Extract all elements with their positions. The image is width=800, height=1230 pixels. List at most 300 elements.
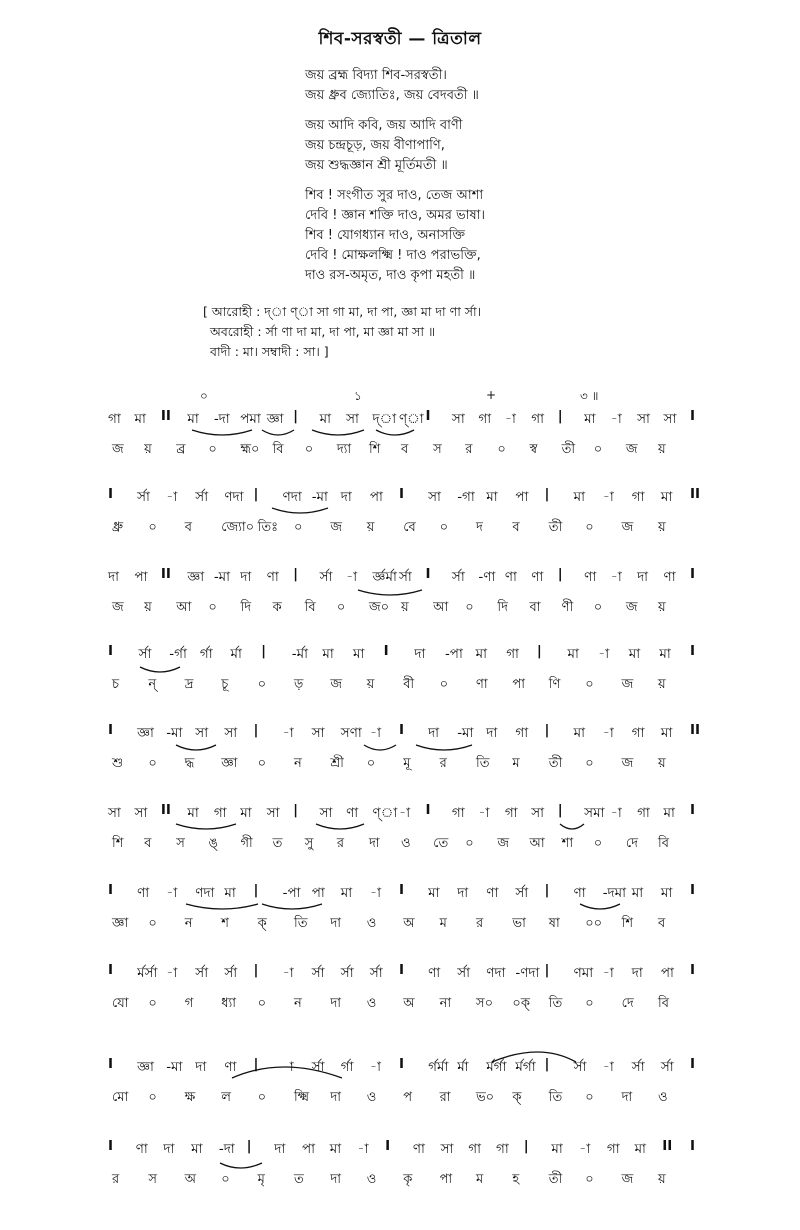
bar-line: | bbox=[544, 1056, 550, 1072]
verse-line: শিব ! সংগীত সুর দাও, তেজ আশা bbox=[305, 188, 484, 203]
swara-note: গা bbox=[515, 725, 529, 741]
swara-note: -া bbox=[610, 411, 622, 427]
swara-note: মা bbox=[428, 885, 440, 901]
lyric-syllable: ষা bbox=[548, 916, 560, 931]
verse-line: দেবি ! জ্ঞান শক্তি দাও, অমর ভাষা। bbox=[305, 208, 486, 223]
verse-line: দেবি ! মোক্ষলক্ষ্মি ! দাও পরাভক্তি, bbox=[305, 248, 481, 263]
swara-note: ণদা bbox=[486, 965, 506, 981]
raga-line: [ আরোহী : দ্‌া ণ্‌া সা গা মা, দা পা, জ্ঞা মা দা ণা র্সা। bbox=[203, 304, 482, 319]
bar-line: | bbox=[246, 1138, 252, 1154]
bar-line: II bbox=[160, 566, 171, 582]
lyric-syllable: না bbox=[439, 996, 452, 1011]
swara-note: মা bbox=[660, 885, 673, 901]
bar-line: | bbox=[557, 802, 563, 818]
lyric-syllable: ভা bbox=[512, 916, 526, 931]
lyric-syllable: য় bbox=[658, 600, 666, 615]
lyric-syllable: জ্যো০ bbox=[221, 520, 255, 535]
swara-note: পা bbox=[369, 489, 383, 505]
swara-note: মা bbox=[475, 646, 487, 662]
swara-note: -া bbox=[369, 885, 382, 901]
lyric-syllable: ০ bbox=[208, 600, 217, 615]
lyric-syllable: ঙ্ bbox=[208, 836, 218, 851]
swara-note: দা bbox=[240, 569, 252, 585]
lyric-syllable: পা bbox=[439, 1172, 453, 1187]
swara-note: পা bbox=[660, 965, 674, 981]
swara-note: সা bbox=[346, 411, 359, 427]
bar-line: I bbox=[690, 802, 696, 818]
lyric-syllable: ভ০ bbox=[476, 1090, 495, 1105]
lyric-syllable: ০ bbox=[148, 996, 157, 1011]
lyric-syllable: ব bbox=[512, 520, 520, 535]
swara-note: -া bbox=[166, 965, 178, 981]
lyric-syllable: য় bbox=[144, 600, 152, 615]
lyric-syllable: ক্ bbox=[512, 1090, 522, 1105]
song-title: শিব-সরস্বতী — ত্রিতাল bbox=[318, 29, 482, 49]
swara-note: ণা bbox=[428, 965, 441, 981]
swara-note: মা bbox=[631, 885, 644, 901]
swara-note: -া bbox=[357, 1141, 369, 1157]
lyric-syllable: অ bbox=[184, 1172, 197, 1187]
swara-note: ণদা bbox=[195, 885, 215, 901]
swara-note: -া bbox=[478, 805, 490, 821]
swara-note: -া bbox=[369, 1059, 382, 1075]
lyric-syllable: ণি bbox=[548, 677, 561, 692]
swara-note: দা bbox=[195, 1059, 207, 1075]
bar-line: | bbox=[253, 962, 259, 978]
lyric-syllable: ০০ bbox=[585, 916, 603, 931]
bar-line: | bbox=[253, 1056, 259, 1072]
lyric-syllable: বি bbox=[658, 836, 669, 851]
bar-line: II bbox=[690, 486, 701, 502]
lyric-syllable: দা bbox=[330, 996, 341, 1011]
bar-line: | bbox=[544, 962, 550, 978]
swara-note: ণা bbox=[412, 1141, 425, 1157]
lyric-syllable: ক্ষ bbox=[184, 1090, 196, 1105]
swara-note: গা bbox=[496, 1141, 509, 1157]
swara-note: পা bbox=[302, 1141, 316, 1157]
swara-note: সা bbox=[451, 411, 465, 427]
lyric-syllable: য় bbox=[366, 520, 375, 535]
lyric-row bbox=[0, 518, 800, 538]
lyric-syllable: দ্যা bbox=[336, 442, 352, 457]
bar-line: I bbox=[690, 643, 696, 659]
swara-note: -া bbox=[602, 1059, 614, 1075]
swara-note: সা bbox=[319, 805, 333, 821]
lyric-syllable: য় bbox=[658, 756, 666, 771]
swara-note: র্জ্ঞর্মা bbox=[372, 569, 397, 585]
lyric-syllable: ০ bbox=[148, 756, 157, 771]
swara-note: র্মর্গা bbox=[515, 1059, 536, 1075]
swara-note: র্গা bbox=[199, 646, 213, 662]
lyric-syllable: স০ bbox=[476, 996, 494, 1011]
lyric-syllable: বি bbox=[304, 600, 316, 615]
swara-note: র্মর্সা bbox=[137, 965, 158, 981]
lyric-syllable: জ bbox=[112, 600, 124, 615]
swara-note: -মা bbox=[457, 725, 474, 741]
swara-note: মা bbox=[340, 885, 353, 901]
lyric-syllable: ০ bbox=[366, 756, 376, 771]
lyric-syllable: আ bbox=[433, 600, 449, 615]
lyric-syllable: ও bbox=[401, 836, 411, 851]
lyric-syllable: শি bbox=[368, 442, 381, 457]
lyric-syllable: ০ bbox=[148, 520, 157, 535]
lyric-syllable: ০ bbox=[294, 520, 303, 535]
lyric-syllable: ব bbox=[184, 520, 193, 535]
swara-note: মা bbox=[224, 885, 236, 901]
lyric-syllable: জ bbox=[330, 677, 343, 692]
lyric-syllable: ০ bbox=[257, 1090, 267, 1105]
swara-note: -া bbox=[610, 569, 622, 585]
swara-note: -া bbox=[282, 725, 294, 741]
lyric-syllable: ০ bbox=[593, 442, 603, 457]
swara-note: -মা bbox=[166, 1059, 183, 1075]
beat-marker: ৩ ॥ bbox=[580, 389, 599, 403]
swara-note: ণদা bbox=[224, 489, 244, 505]
lyric-syllable: ০ bbox=[593, 600, 603, 615]
lyric-syllable: দা bbox=[621, 1090, 633, 1105]
lyric-syllable: র bbox=[465, 442, 473, 457]
lyric-syllable: য় bbox=[658, 1172, 666, 1187]
swara-note: পা bbox=[515, 489, 529, 505]
bar-line: | bbox=[557, 408, 563, 424]
swara-note: মা bbox=[191, 1141, 203, 1157]
swara-note: ণা bbox=[224, 1059, 237, 1075]
lyric-syllable: ০ bbox=[585, 996, 594, 1011]
swara-note: গা bbox=[504, 805, 518, 821]
swara-note: দা bbox=[637, 569, 649, 585]
lyric-syllable: দ bbox=[476, 520, 483, 535]
swara-note: ণা bbox=[584, 569, 597, 585]
bar-line: I bbox=[425, 566, 431, 582]
swara-note: -দা bbox=[218, 1141, 235, 1157]
lyric-syllable: ন bbox=[294, 756, 302, 771]
swara-note: মা bbox=[187, 805, 199, 821]
lyric-syllable: গ bbox=[184, 996, 194, 1011]
verse-line: শিব ! যোগধ্যান দাও, অনাসক্তি bbox=[305, 228, 466, 243]
bar-line: I bbox=[690, 962, 696, 978]
raga-info bbox=[203, 302, 603, 362]
swara-note: গা bbox=[468, 1141, 482, 1157]
lyric-syllable: ম bbox=[476, 1172, 484, 1187]
swara-note: মা bbox=[322, 646, 334, 662]
swara-note: গা bbox=[631, 489, 645, 505]
slur-mark bbox=[358, 590, 422, 595]
swara-note: সা bbox=[637, 411, 650, 427]
swara-note: গা bbox=[606, 1141, 620, 1157]
bar-line: I bbox=[399, 882, 405, 898]
bar-line: | bbox=[536, 643, 542, 659]
lyric-syllable: ত bbox=[272, 836, 283, 851]
bar-line: | bbox=[253, 486, 259, 502]
swara-note: ণা bbox=[137, 885, 150, 901]
swara-note: গা bbox=[478, 411, 492, 427]
swara-note: গা bbox=[631, 725, 645, 741]
lyric-syllable: মো bbox=[112, 1090, 129, 1105]
swara-note: ণা bbox=[663, 569, 676, 585]
lyric-syllable: ব bbox=[401, 442, 409, 457]
swara-note: মা bbox=[319, 411, 332, 427]
lyric-syllable: ০ bbox=[257, 677, 267, 692]
swara-note: দা bbox=[631, 965, 643, 981]
lyric-syllable: বী bbox=[403, 677, 415, 692]
lyric-row bbox=[0, 1170, 800, 1190]
lyric-syllable: তি bbox=[548, 1090, 563, 1105]
lyric-syllable: দে bbox=[625, 836, 638, 851]
lyric-row bbox=[0, 834, 800, 854]
swara-note: র্সা bbox=[195, 489, 209, 505]
swara-note: -া bbox=[610, 805, 622, 821]
lyric-syllable: ০ bbox=[257, 996, 267, 1011]
swara-note: মা bbox=[187, 411, 199, 427]
swara-note: ণদা bbox=[282, 489, 302, 505]
swara-note: -া bbox=[399, 805, 411, 821]
beat-marker: + bbox=[486, 388, 497, 402]
swara-note: র্সা bbox=[631, 1059, 645, 1075]
lyric-syllable: ০ bbox=[585, 1090, 594, 1105]
lyric-row bbox=[0, 1088, 800, 1108]
bar-line: | bbox=[293, 408, 299, 424]
lyric-syllable: ০ bbox=[585, 756, 594, 771]
bar-line: | bbox=[293, 566, 299, 582]
swara-note: -ণা bbox=[478, 569, 496, 585]
lyric-syllable: ম bbox=[512, 756, 520, 771]
swara-note: ণা bbox=[531, 569, 544, 585]
swara-row bbox=[0, 1138, 800, 1158]
swara-note: ণা bbox=[266, 569, 279, 585]
verse-line: জয় ধ্রুব জ্যোতিঃ, জয় বেদবতী ॥ bbox=[305, 88, 479, 103]
swara-note: -া bbox=[166, 489, 178, 505]
swara-note: মা bbox=[240, 805, 252, 821]
swara-note: দা bbox=[163, 1141, 175, 1157]
swara-note: দা bbox=[108, 569, 120, 585]
swara-note: র্সা bbox=[224, 965, 238, 981]
slur-mark bbox=[560, 824, 584, 829]
slur-mark bbox=[176, 745, 216, 750]
swara-note: দা bbox=[274, 1141, 286, 1157]
lyric-syllable: ও bbox=[366, 916, 377, 931]
swara-note: মা bbox=[660, 725, 673, 741]
swara-note: র্সা bbox=[137, 489, 150, 505]
swara-note: পা bbox=[311, 885, 325, 901]
lyric-syllable: ব্র bbox=[176, 442, 186, 457]
lyric-syllable: চূ bbox=[221, 677, 229, 692]
swara-note: র্মা bbox=[230, 646, 242, 662]
lyric-syllable: বি bbox=[272, 442, 284, 457]
swara-note: সা bbox=[195, 725, 209, 741]
swara-note: সা bbox=[428, 489, 441, 505]
lyric-syllable: অ bbox=[403, 916, 415, 931]
slur-mark bbox=[220, 1163, 262, 1168]
swara-note: ণা bbox=[135, 1141, 148, 1157]
swara-note: -মা bbox=[213, 569, 231, 585]
lyric-syllable: প bbox=[403, 1090, 413, 1105]
swara-note: -া bbox=[602, 965, 614, 981]
swara-note: সা bbox=[266, 805, 280, 821]
lyric-row bbox=[0, 598, 800, 618]
swara-note: ণা bbox=[486, 885, 499, 901]
lyric-syllable: সু bbox=[304, 836, 314, 851]
swara-note: সা bbox=[134, 805, 148, 821]
lyric-syllable: ০ক্ bbox=[512, 996, 530, 1011]
lyric-syllable: ০ bbox=[593, 836, 603, 851]
lyric-syllable: বা bbox=[529, 600, 541, 615]
swara-row bbox=[0, 486, 800, 506]
lyric-syllable: তি bbox=[548, 996, 563, 1011]
swara-row bbox=[0, 962, 800, 982]
lyric-syllable: দ্র bbox=[184, 677, 194, 692]
swara-note: মা bbox=[573, 725, 586, 741]
swara-note: -গা bbox=[457, 489, 475, 505]
lyric-syllable: ০ bbox=[585, 520, 594, 535]
swara-note: গা bbox=[451, 805, 465, 821]
swara-note: জ্ঞা bbox=[137, 1059, 154, 1075]
bar-line: I bbox=[108, 1138, 114, 1154]
swara-note: মা bbox=[551, 1141, 563, 1157]
bar-line: I bbox=[425, 408, 431, 424]
lyric-syllable: র bbox=[336, 836, 344, 851]
lyric-syllable: ও bbox=[366, 996, 377, 1011]
lyric-syllable: ও bbox=[658, 1090, 668, 1105]
lyric-syllable: ন bbox=[184, 916, 193, 931]
verse-line: জয় আদি কবি, জয় আদি বাণী bbox=[305, 118, 463, 133]
lyric-syllable: ধ্যা bbox=[221, 996, 237, 1011]
bar-line: | bbox=[523, 1138, 529, 1154]
bar-line: | bbox=[253, 722, 259, 738]
swara-note: র্সা bbox=[573, 1059, 587, 1075]
lyric-syllable: ০ bbox=[497, 442, 506, 457]
slur-mark bbox=[140, 667, 180, 672]
lyric-syllable: স bbox=[433, 442, 442, 457]
swara-note: গা bbox=[637, 805, 650, 821]
lyric-syllable: ন্ bbox=[148, 677, 157, 692]
swara-note: র্সা bbox=[340, 965, 354, 981]
lyric-syllable: মৃ bbox=[257, 1172, 265, 1187]
swara-row bbox=[0, 566, 800, 586]
lyric-syllable: ০ bbox=[336, 600, 346, 615]
verse-line: জয় শুদ্ধজ্ঞান শ্রী মূর্তিমতী ॥ bbox=[305, 158, 448, 173]
swara-note: -র্মা bbox=[291, 646, 309, 662]
bar-line: I bbox=[108, 882, 114, 898]
bar-line: | bbox=[544, 882, 550, 898]
swara-note: র্সা bbox=[319, 569, 333, 585]
lyric-row bbox=[0, 994, 800, 1014]
lyric-syllable: স bbox=[176, 836, 185, 851]
swara-note: পা bbox=[134, 569, 148, 585]
lyric-syllable: কৃ bbox=[403, 1172, 413, 1187]
lyric-syllable: ত bbox=[294, 1172, 304, 1187]
lyric-syllable: তী bbox=[548, 756, 563, 771]
lyric-syllable: দি bbox=[240, 600, 252, 615]
lyric-syllable: শি bbox=[621, 916, 634, 931]
swara-note: র্সা bbox=[195, 965, 209, 981]
lyric-syllable: অ bbox=[403, 996, 415, 1011]
bar-line: I bbox=[383, 643, 389, 659]
swara-note: দা bbox=[486, 725, 498, 741]
bar-line: I bbox=[690, 408, 696, 424]
lyric-syllable: ক bbox=[272, 600, 282, 615]
lyric-syllable: জ bbox=[621, 1172, 634, 1187]
bar-line: II bbox=[160, 408, 171, 424]
lyric-syllable: শ bbox=[221, 916, 229, 931]
swara-row bbox=[0, 1056, 800, 1076]
lyric-syllable: জ bbox=[625, 442, 638, 457]
swara-note: -া bbox=[166, 885, 178, 901]
lyric-syllable: য় bbox=[658, 677, 666, 692]
lyric-syllable: জ bbox=[330, 520, 343, 535]
lyric-syllable: ব bbox=[144, 836, 152, 851]
lyric-syllable: তী bbox=[548, 1172, 563, 1187]
swara-note: র্সা bbox=[311, 965, 325, 981]
slur-mark bbox=[364, 745, 396, 750]
lyric-syllable: ক্ষ্মি bbox=[294, 1090, 310, 1105]
lyrics-verse bbox=[305, 66, 635, 286]
swara-note: র্গা bbox=[340, 1059, 354, 1075]
slur-mark bbox=[176, 824, 236, 829]
lyric-syllable: ০ bbox=[465, 600, 474, 615]
bar-line: I bbox=[399, 962, 405, 978]
swara-note: -া bbox=[369, 725, 382, 741]
swara-note: ণ্‌া bbox=[399, 411, 424, 427]
swara-note: মা bbox=[486, 489, 498, 505]
swara-note: গা bbox=[506, 646, 519, 662]
swara-note: মা bbox=[573, 489, 586, 505]
lyric-syllable: ও bbox=[366, 1090, 377, 1105]
swara-row bbox=[0, 408, 800, 428]
swara-note: ণ্‌া bbox=[372, 805, 398, 821]
lyric-syllable: জ bbox=[625, 600, 638, 615]
lyric-syllable: শু bbox=[112, 756, 124, 771]
lyric-syllable: জ bbox=[621, 756, 634, 771]
verse-line: জয় চন্দ্রচূড়, জয় বীণাপাণি, bbox=[305, 138, 445, 153]
lyric-syllable: চ bbox=[112, 677, 120, 692]
beat-marker: ১ bbox=[354, 389, 362, 403]
bar-line: I bbox=[425, 802, 431, 818]
swara-row bbox=[0, 643, 800, 663]
lyric-syllable: জ bbox=[497, 836, 510, 851]
lyric-syllable: স্ব bbox=[529, 442, 538, 457]
lyric-syllable: রা bbox=[439, 1090, 451, 1105]
swara-note: র্সা bbox=[660, 1059, 674, 1075]
swara-note: -দা bbox=[213, 411, 230, 427]
swara-note: র্মর্গা bbox=[486, 1059, 507, 1075]
swara-note: গা bbox=[531, 411, 545, 427]
lyric-syllable: হ bbox=[512, 1172, 520, 1187]
lyric-syllable: শা bbox=[561, 836, 574, 851]
lyric-syllable: ০ bbox=[439, 520, 449, 535]
swara-note: সণা bbox=[340, 725, 362, 741]
swara-note: র্সা bbox=[515, 885, 529, 901]
lyric-syllable: ০ bbox=[465, 836, 474, 851]
lyric-syllable: শ্রী bbox=[330, 756, 344, 771]
lyric-syllable: হ্ম০ bbox=[240, 442, 260, 457]
bar-line: II bbox=[160, 802, 171, 818]
swara-note: দ্‌া bbox=[372, 411, 397, 427]
raga-line: অবরোহী : র্সা ণা দা মা, দা পা, মা জ্ঞা মা সা ॥ bbox=[210, 324, 436, 339]
bar-line: I bbox=[399, 486, 405, 502]
lyric-syllable: স bbox=[148, 1172, 157, 1187]
lyric-syllable: দা bbox=[368, 836, 380, 851]
bar-line: I bbox=[108, 1056, 114, 1072]
swara-note: জ্ঞা bbox=[187, 569, 205, 585]
lyric-syllable: দে bbox=[621, 996, 634, 1011]
swara-note: পমা bbox=[240, 411, 261, 427]
bar-line: | bbox=[253, 882, 259, 898]
lyric-syllable: ল bbox=[221, 1090, 231, 1105]
lyric-syllable: ০ bbox=[208, 442, 217, 457]
swara-note: মা bbox=[634, 1141, 646, 1157]
swara-note: -পা bbox=[282, 885, 301, 901]
swara-note: র্সা bbox=[369, 965, 383, 981]
